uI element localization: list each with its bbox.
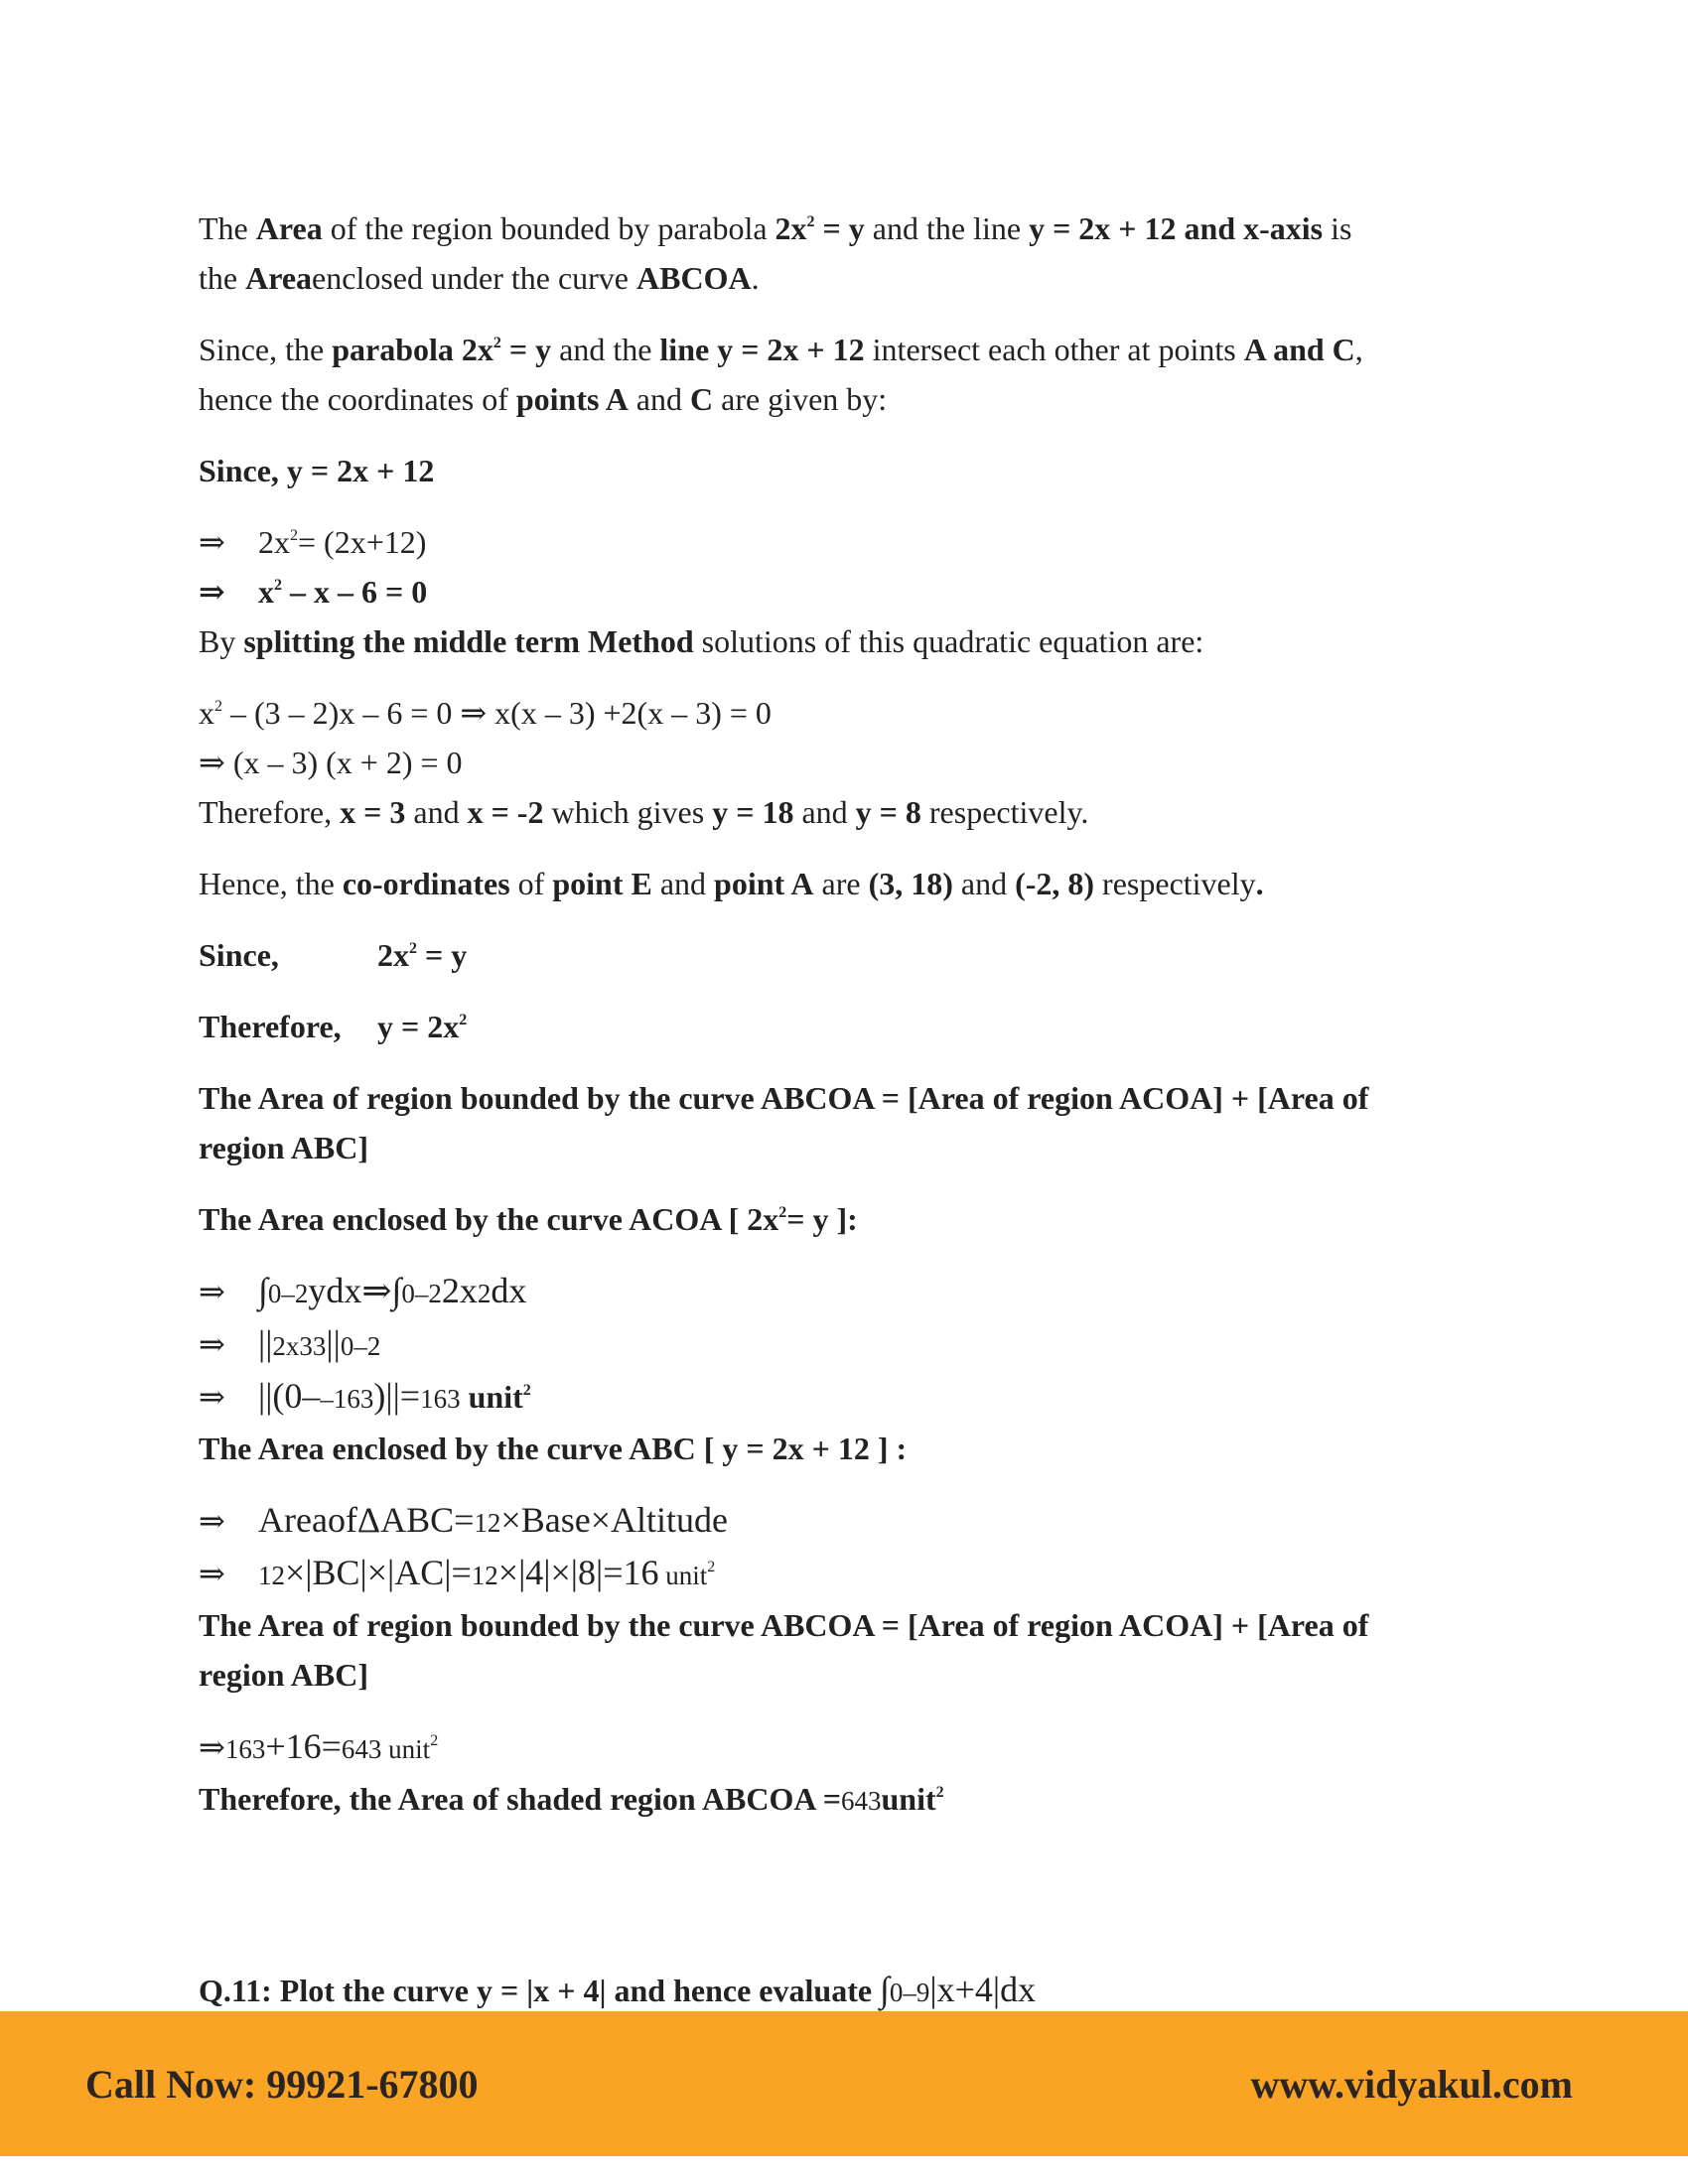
text: x = -2 — [467, 794, 544, 830]
implies-symbol: ⇒ — [199, 574, 225, 610]
superscript: 2 — [459, 1012, 468, 1029]
roots-paragraph — [199, 787, 1489, 837]
area-total-statement-1 — [199, 1073, 1489, 1172]
document-body — [199, 204, 1489, 2017]
text: A and C — [1243, 332, 1355, 367]
call-now-text: Call Now: 99921-67800 — [85, 2062, 479, 2107]
superscript: 2 — [430, 1732, 439, 1750]
equation-4: ⇒ (x – 3) (x + 2) = 0 — [199, 745, 463, 780]
text: 12 — [471, 1561, 498, 1590]
footer-bar — [0, 2011, 1688, 2156]
text: 163 — [420, 1384, 461, 1414]
text: The Area of region bounded by the curve ABCOA = [Area of region ACOA] + [Area of — [199, 1080, 1369, 1116]
text: 0–2 — [340, 1331, 381, 1361]
text: is — [1323, 210, 1352, 246]
area-total-statement-2 — [199, 1600, 1489, 1700]
text: are given by: — [713, 381, 888, 417]
text: –163 — [320, 1384, 374, 1414]
text: +16= — [265, 1726, 342, 1766]
integral-symbol: ∫ — [258, 1271, 268, 1310]
text: . — [751, 260, 760, 296]
implies-symbol: ⇒ — [199, 1274, 225, 1309]
text: Therefore, — [199, 1009, 342, 1044]
text: = y — [500, 332, 552, 367]
text: (3, 18) — [868, 866, 953, 901]
text: x — [199, 695, 214, 731]
text: solutions of this quadratic equation are: — [693, 623, 1204, 659]
text: and the line — [864, 210, 1030, 246]
text: 2x — [258, 524, 290, 560]
integral-step-1 — [199, 1266, 1489, 1318]
text: = y — [814, 210, 865, 246]
equation-3 — [199, 688, 1489, 738]
text: 2x33 — [272, 1331, 327, 1361]
superscript: 2 — [707, 1559, 716, 1576]
text: unit — [460, 1379, 523, 1415]
text: – x – 6 = 0 — [282, 574, 428, 610]
text: 2x — [377, 937, 409, 973]
text: 2x — [441, 1271, 478, 1310]
text: x — [258, 574, 274, 610]
text: the — [199, 260, 246, 296]
since-2-line — [199, 930, 1489, 980]
text: unit — [658, 1561, 708, 1590]
coordinates-paragraph — [199, 859, 1489, 908]
text: enclosed under the curve — [312, 260, 636, 296]
text: – (3 – 2)x – 6 = 0 ⇒ x(x – 3) +2(x – 3) = 0 — [222, 695, 772, 731]
text: and — [793, 794, 856, 830]
text: = y ]: — [786, 1201, 858, 1237]
text: Area — [255, 210, 323, 246]
intro-paragraph — [199, 204, 1489, 303]
text: line y = 2x + 12 — [659, 332, 865, 367]
superscript: 2 — [274, 577, 282, 595]
text: Since, the — [199, 332, 333, 367]
text: . — [1255, 866, 1264, 901]
text: )||= — [373, 1376, 421, 1416]
text: The Area enclosed by the curve ACOA [ 2x — [199, 1201, 779, 1237]
text: ×Base×Altitude — [500, 1500, 728, 1540]
text: |x+4|dx — [929, 1970, 1037, 2009]
text: The Area of region bounded by the curve ABCOA = [Area of region ACOA] + [Area of — [199, 1607, 1369, 1643]
text: region ABC] — [199, 1130, 368, 1165]
text: 643 — [341, 1734, 382, 1764]
text: , — [1354, 332, 1363, 367]
superscript: 2 — [778, 1204, 787, 1222]
text: and — [952, 866, 1016, 901]
superscript: 2 — [522, 1382, 531, 1400]
text: and — [628, 381, 690, 417]
text: 163 — [224, 1734, 266, 1764]
question-11 — [199, 1965, 1489, 2017]
text: point A — [714, 866, 814, 901]
text: (-2, 8) — [1015, 866, 1095, 901]
text: x = 3 — [340, 794, 406, 830]
text: points A — [515, 381, 629, 417]
text: 2x — [774, 210, 807, 246]
text: are — [813, 866, 869, 901]
abc-heading: The Area enclosed by the curve ABC [ y = 2x + 12 ] : — [199, 1431, 908, 1466]
text: 12 — [258, 1561, 285, 1590]
text: hence the coordinates of — [199, 381, 516, 417]
implies-symbol: ⇒ — [199, 1379, 225, 1415]
text: 12 — [474, 1508, 501, 1538]
text: Q.11: Plot the curve y = |x + 4| and hence evaluate — [199, 1973, 881, 2008]
text: y = 2x + 12 and x-axis — [1029, 210, 1324, 246]
text: parabola 2x — [332, 332, 493, 367]
text: respectively — [1094, 866, 1256, 901]
superscript: 2 — [935, 1784, 944, 1802]
triangle-step-1 — [199, 1495, 1489, 1548]
superscript: 2 — [214, 698, 222, 716]
integral-step-2 — [199, 1318, 1489, 1371]
superscript: 2 — [290, 527, 298, 545]
text: and — [405, 794, 468, 830]
implies-symbol: ⇒ — [199, 524, 225, 560]
text: co-ordinates — [342, 866, 510, 901]
text: = (2x+12) — [298, 524, 427, 560]
text: ×|BC|×|AC|= — [285, 1553, 472, 1592]
intersection-paragraph — [199, 325, 1489, 424]
text: || — [258, 1323, 273, 1363]
text: and the — [551, 332, 660, 367]
integral-symbol: ∫ — [880, 1970, 890, 2009]
text: Therefore, the Area of shaded region ABCOA = — [199, 1781, 841, 1817]
text: The — [199, 210, 256, 246]
text: 2 — [477, 1279, 492, 1308]
equation-1 — [199, 517, 1489, 567]
text: ||(0– — [258, 1376, 321, 1416]
text: unit — [881, 1781, 936, 1817]
method-paragraph — [199, 616, 1489, 666]
implies-symbol: ⇒ — [199, 1556, 225, 1591]
implies-symbol: ⇒ — [199, 1326, 225, 1362]
text: y = 18 — [712, 794, 794, 830]
text: ×|4|×|8|=16 — [497, 1553, 659, 1592]
text: 0–9 — [889, 1978, 930, 2007]
final-answer — [199, 1774, 1489, 1826]
since-line: Since, y = 2x + 12 — [199, 453, 435, 488]
text: which gives — [543, 794, 713, 830]
text: Therefore, — [199, 794, 341, 830]
text: C — [690, 381, 714, 417]
integral-step-3 — [199, 1371, 1489, 1424]
implies-symbol: ⇒ — [199, 1729, 225, 1765]
implies-symbol: ⇒ — [199, 1503, 225, 1539]
text: and — [651, 866, 715, 901]
equation-2 — [199, 567, 1489, 616]
text: Area — [245, 260, 313, 296]
text: ABCOA — [636, 260, 752, 296]
text: 643 — [840, 1786, 882, 1816]
text: of — [509, 866, 553, 901]
text: respectively. — [920, 794, 1089, 830]
text: intersect each other at points — [864, 332, 1244, 367]
text: of the region bounded by parabola — [322, 210, 775, 246]
text: ydx⇒∫ — [308, 1271, 402, 1310]
text: y = 2x — [377, 1009, 460, 1044]
text: dx — [491, 1271, 527, 1310]
text: Hence, the — [199, 866, 343, 901]
triangle-step-2 — [199, 1548, 1489, 1600]
superscript: 2 — [492, 335, 501, 352]
text: unit — [381, 1734, 431, 1764]
therefore-line — [199, 1002, 1489, 1051]
text: || — [326, 1323, 341, 1363]
text: point E — [552, 866, 652, 901]
text: y = 8 — [855, 794, 921, 830]
superscript: 2 — [806, 213, 815, 231]
text: By — [199, 623, 244, 659]
website-link[interactable]: www.vidyakul.com — [1250, 2062, 1573, 2107]
text: region ABC] — [199, 1657, 368, 1693]
acoa-heading — [199, 1194, 1489, 1244]
text: 0–2 — [267, 1279, 309, 1308]
sum-line — [199, 1721, 1489, 1774]
superscript: 2 — [409, 940, 417, 958]
text: AreaofΔABC= — [258, 1500, 475, 1540]
text: Since, — [199, 937, 279, 973]
text: = y — [417, 937, 468, 973]
text: splitting the middle term Method — [243, 623, 694, 659]
text: 0–2 — [401, 1279, 442, 1308]
